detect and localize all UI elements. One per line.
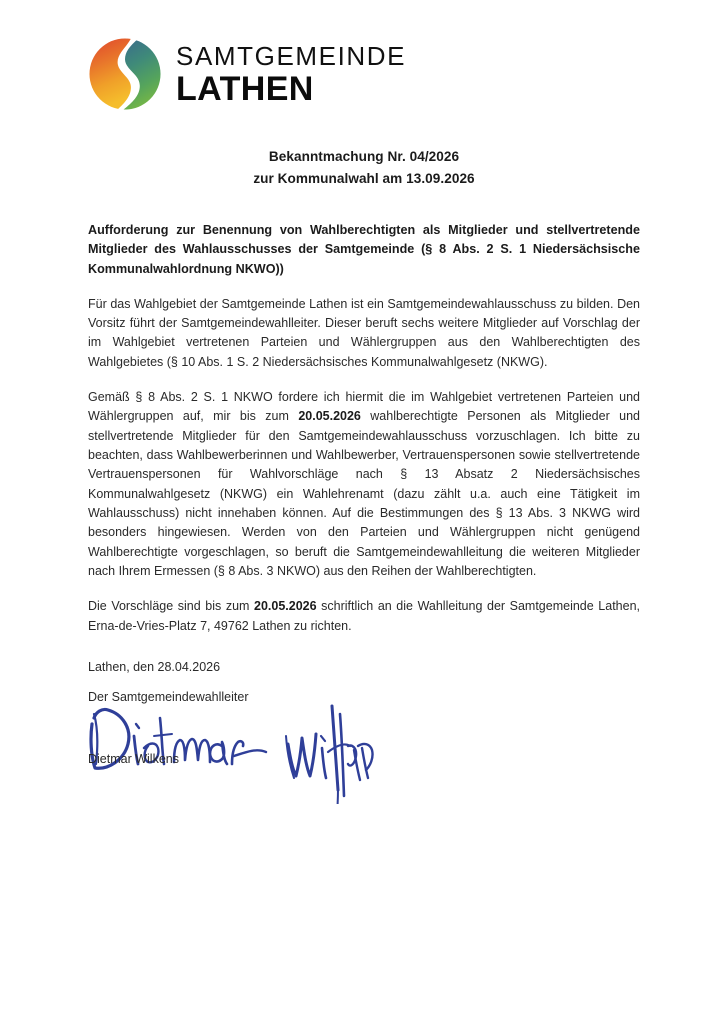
deadline-date-2: 20.05.2026 bbox=[254, 599, 317, 614]
paragraph-3-text-before: Die Vorschläge sind bis zum bbox=[88, 599, 255, 614]
deadline-date-1: 20.05.2026 bbox=[298, 409, 361, 424]
logo-header bbox=[88, 36, 406, 112]
paragraph-2-text-after: wahlberechtigte Personen als Mitglieder und stellvertretende Mitglieder für den Samtgemeindewahlausschuss vorzuschlagen. Ich bitte zu beachten, dass Wahlbewerberinnen und Wahlbewerber, Vertrauenspersonen sowie stellvertretende Vertrauenspersonen für Wahlvorschläge nach § 13 Absatz 2 Niedersächsisches Kommunalwahlgesetz (NKWG) ein Wahlehrenamt (dazu zählt u.a. auch eine Tätigkeit im Wahlausschuss) nicht innehaben können. Auf die Bestimmungen des § 13 Abs. 3 NKWG wird besonders hingewiesen. Werden von den Parteien und Wählergruppen nicht genügend Wahlberechtigte vorgeschlagen, so beruft die Samtgemeindewahlleitung die weiteren Mitglieder nach Ihrem Ermessen (§ 8 Abs. 3 NKWO) aus den Reihen der Wahlberechtigten. bbox=[88, 409, 640, 578]
logo-line-samtgemeinde: SAMTGEMEINDE bbox=[176, 40, 407, 71]
logo-wordmark bbox=[176, 40, 407, 108]
place-and-date: Lathen, den 28.04.2026 bbox=[88, 659, 221, 674]
paragraph-3-text-after: schriftlich an die Wahlleitung der Samtgemeinde Lathen, Erna-de-Vries-Platz 7, 49762 Lathen zu richten. bbox=[88, 599, 640, 633]
page-title bbox=[88, 146, 640, 190]
samtgemeinde-lathen-logo-icon bbox=[88, 36, 162, 112]
title-line-1: Bekanntmachung Nr. 04/2026 bbox=[268, 149, 460, 164]
paragraph-1: Für das Wahlgebiet der Samtgemeinde Lathen ist ein Samtgemeindewahlausschuss zu bilden. Den Vorsitz führt der Samtgemeindewahlleiter. Dieser beruft sechs weitere Mitglieder auf Vorschlag der im Wahlgebiet vertretenen Parteien und Wählergruppen aus den Wahlberechtigten des Wahlgebietes (§ 10 Abs. 1 S. 2 Niedersächsisches Kommunalwahlgesetz (NKWG). bbox=[88, 296, 640, 369]
paragraph-3 bbox=[88, 597, 640, 636]
signatory-name: Dietmar Wilkens bbox=[88, 752, 179, 766]
title-line-2: zur Kommunalwahl am 13.09.2026 bbox=[253, 171, 475, 187]
document-subtitle: Aufforderung zur Benennung von Wahlberechtigten als Mitglieder und stellvertretende Mitglieder des Wahlausschusses der Samtgemeinde (§ 8 Abs. 2 S. 1 Niedersächsische Kommunalwahlordnung NKWO)) bbox=[88, 223, 640, 276]
logo-line-lathen: LATHEN bbox=[176, 69, 314, 108]
signatory-role: Der Samtgemeindewahlleiter bbox=[88, 690, 249, 704]
paragraph-2 bbox=[88, 388, 640, 581]
paragraph-2-text-before: Gemäß § 8 Abs. 2 S. 1 NKWO fordere ich hiermit die im Wahlgebiet vertretenen Parteien und Wählergruppen auf, mir bis zum bbox=[88, 390, 640, 424]
signature-block bbox=[88, 690, 388, 805]
document-content bbox=[88, 146, 640, 677]
